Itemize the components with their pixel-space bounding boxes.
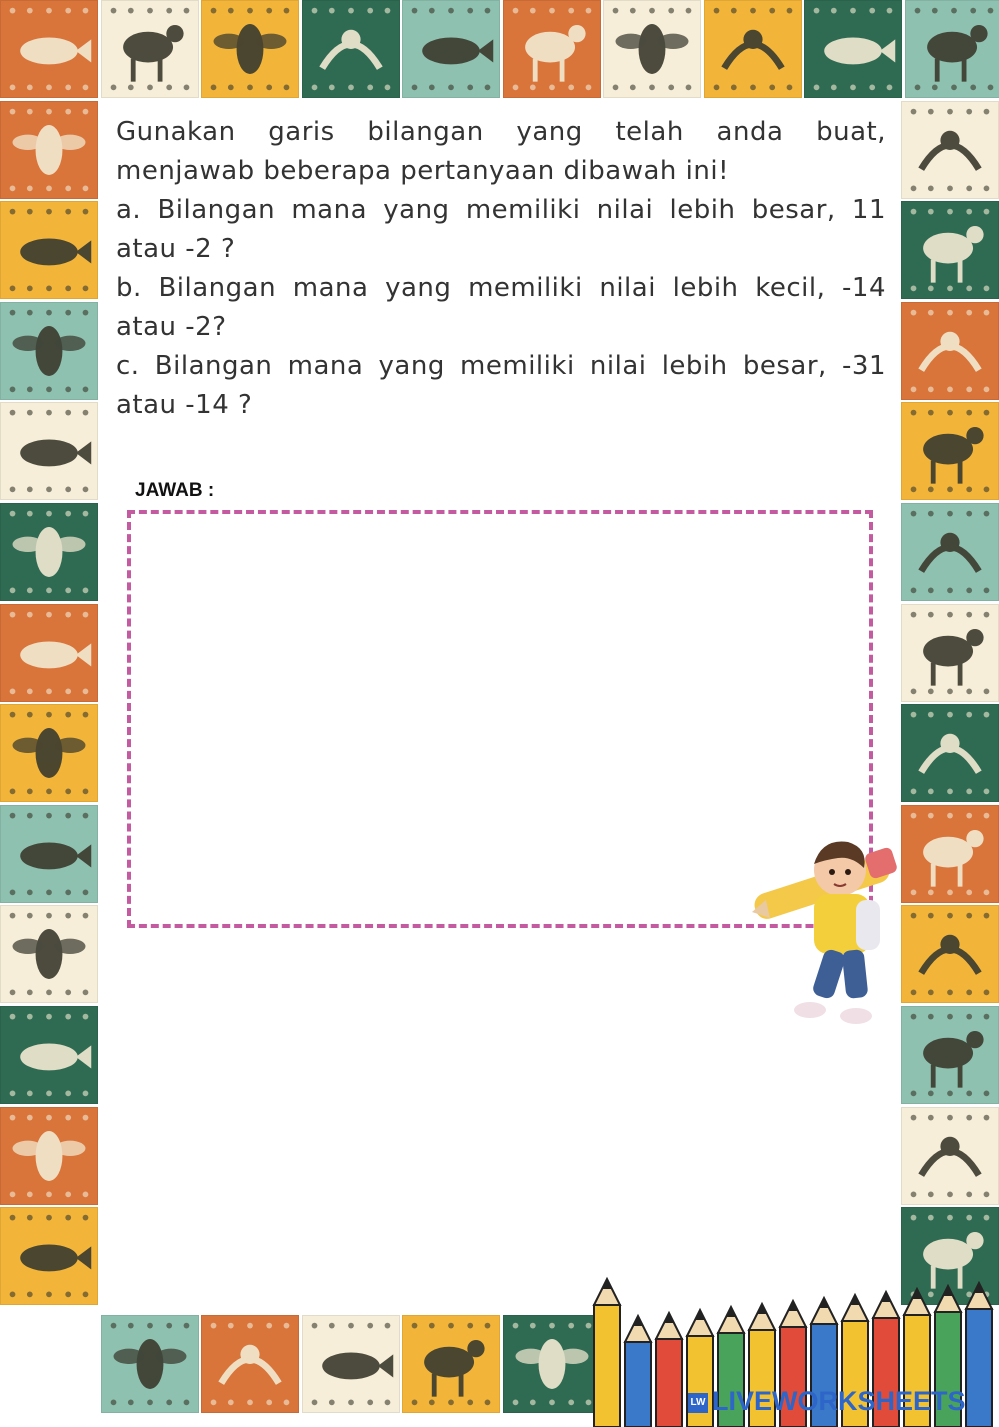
border-tile — [101, 1315, 199, 1413]
border-tile — [0, 0, 98, 98]
border-tile — [0, 805, 98, 903]
border-tile — [804, 0, 902, 98]
border-tile — [905, 0, 999, 98]
border-tile — [503, 0, 601, 98]
question-a: a. Bilangan mana yang memiliki nilai lebih besar, 11 atau -2 ? — [116, 195, 886, 264]
border-tile — [901, 604, 999, 702]
liveworksheets-logo — [688, 1386, 966, 1417]
border-tile — [101, 0, 199, 98]
question-c: c. Bilangan mana yang memiliki nilai lebih besar, -31 atau -14 ? — [116, 351, 886, 420]
border-tile — [0, 402, 98, 500]
instruction-intro: Gunakan garis bilangan yang telah anda buat, menjawab beberapa pertanyaan dibawah ini! — [116, 117, 886, 186]
border-tile — [901, 905, 999, 1003]
border-tile — [901, 302, 999, 400]
liveworksheets-icon: LW — [688, 1393, 708, 1413]
border-tile — [0, 604, 98, 702]
border-tile — [0, 1207, 98, 1305]
border-tile — [201, 0, 299, 98]
border-tile — [603, 0, 701, 98]
border-tile — [302, 1315, 400, 1413]
instruction-text — [116, 113, 886, 425]
border-tile — [201, 1315, 299, 1413]
border-tile — [901, 201, 999, 299]
border-tile — [901, 101, 999, 199]
border-tile — [901, 1107, 999, 1205]
border-tile — [402, 1315, 500, 1413]
border-tile — [0, 704, 98, 802]
border-tile — [0, 905, 98, 1003]
border-tile — [901, 503, 999, 601]
border-tile — [901, 402, 999, 500]
border-tile — [0, 201, 98, 299]
border-tile — [503, 1315, 601, 1413]
border-tile — [302, 0, 400, 98]
border-tile — [901, 1006, 999, 1104]
border-tile — [0, 1107, 98, 1205]
border-tile — [0, 503, 98, 601]
border-tile — [0, 101, 98, 199]
question-b: b. Bilangan mana yang memiliki nilai lebih kecil, -14 atau -2? — [116, 273, 886, 342]
border-tile — [901, 805, 999, 903]
border-tile — [704, 0, 802, 98]
worksheet-content — [103, 103, 898, 1313]
border-tile — [0, 1006, 98, 1104]
border-tile — [0, 302, 98, 400]
border-tile — [402, 0, 500, 98]
border-tile — [901, 704, 999, 802]
boy-with-pencil-illustration — [752, 830, 902, 1030]
answer-label: JAWAB : — [135, 480, 215, 501]
liveworksheets-text: LIVEWORKSHEETS — [712, 1386, 966, 1416]
